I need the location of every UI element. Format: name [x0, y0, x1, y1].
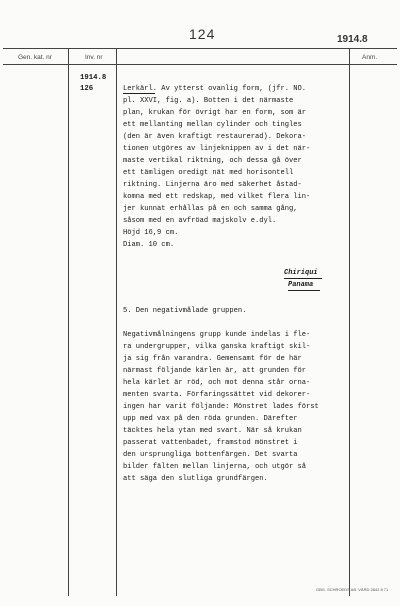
- entry-line: Diam. 10 cm.: [123, 241, 175, 249]
- column-header-gen-kat: Gen. kat. nr: [18, 54, 52, 61]
- entry-line: såsom med en avfröad majskolv e.dyl.: [123, 217, 277, 225]
- column-divider-inv-text: [116, 48, 117, 596]
- page-number: 124: [189, 26, 216, 42]
- entry-line: maste vertikal riktning, och dessa gå över: [123, 157, 302, 165]
- title-underline: [123, 93, 155, 94]
- section-line: täcktes hela ytan med svart. När så krukan: [123, 427, 302, 435]
- inventory-number: 126: [80, 85, 94, 93]
- section-line: upp med vax på den röda grunden. Därefter: [123, 415, 298, 423]
- entry-line: Höjd 16,9 cm.: [123, 229, 179, 237]
- location-country: Chiriqui: [284, 269, 318, 277]
- column-divider-text-anm: [349, 48, 350, 596]
- entry-line: tionen utgöres av linjeknippen av i det när-: [123, 145, 311, 153]
- table-top-rule: [3, 48, 397, 49]
- section-line: den ursprungliga bottenfärgen. Det svarta: [123, 451, 298, 459]
- section-line: ja sig från varandra. Gemensamt för de här: [123, 355, 302, 363]
- page-reference: 1914.8: [337, 34, 368, 45]
- entry-line: ett tämligen oredigt nät med horisontell: [123, 169, 294, 177]
- section-line: ingen har varit följande: Mönstret lades först: [123, 403, 319, 411]
- entry-line: komna med ett redskap, med vilket flera lin-: [123, 193, 311, 201]
- entry-line: jer kunnat erhållas på en och samma gång,: [123, 205, 298, 213]
- section-line: ra undergrupper, vilka ganska kraftigt skil-: [123, 343, 311, 351]
- entry-line: Lerkärl. Av ytterst ovanlig form, (jfr. NO.: [123, 85, 307, 93]
- section-line: menten svarta. Förfaringssättet vid dekorer-: [123, 391, 311, 399]
- location-underline: [288, 290, 320, 291]
- entry-line: ett mellanting mellan cylinder och tingles: [123, 121, 302, 129]
- section-line: hela kärlet är röd, och mot denna står orna-: [123, 379, 311, 387]
- entry-line: pl. XXVI, fig. a). Botten i det närmaste: [123, 97, 294, 105]
- inventory-year: 1914.8: [80, 74, 107, 82]
- column-divider-gen-inv: [68, 48, 69, 596]
- column-header-inv: Inv. nr: [85, 54, 103, 61]
- section-line: Negativmålningens grupp kunde indelas i fle-: [123, 331, 311, 339]
- entry-line: riktning. Linjerna äro med säkerhet åstad-: [123, 181, 302, 189]
- section-line: att säga den slutliga grundfärgen.: [123, 475, 268, 483]
- section-line: bilder fälten mellan linjerna, och utgör så: [123, 463, 307, 471]
- printer-footer: GBG. SCHROEDS AB. VÄRD 2842 8 71: [316, 587, 389, 592]
- entry-line: (den är även kraftigt restaurerad). Dekora-: [123, 133, 307, 141]
- entry-line: plan, krukan för övrigt har en form, som är: [123, 109, 307, 117]
- section-line: passerat vattenbadet, framstod mönstret i: [123, 439, 298, 447]
- section-heading: 5. Den negativmålade gruppen.: [123, 307, 247, 315]
- location-region: Panama: [288, 281, 314, 289]
- column-header-anm: Anm.: [362, 54, 378, 61]
- location-underline: [284, 278, 322, 279]
- table-header-rule: [3, 64, 397, 65]
- section-line: närmast följande kärlen är, att grunden för: [123, 367, 307, 375]
